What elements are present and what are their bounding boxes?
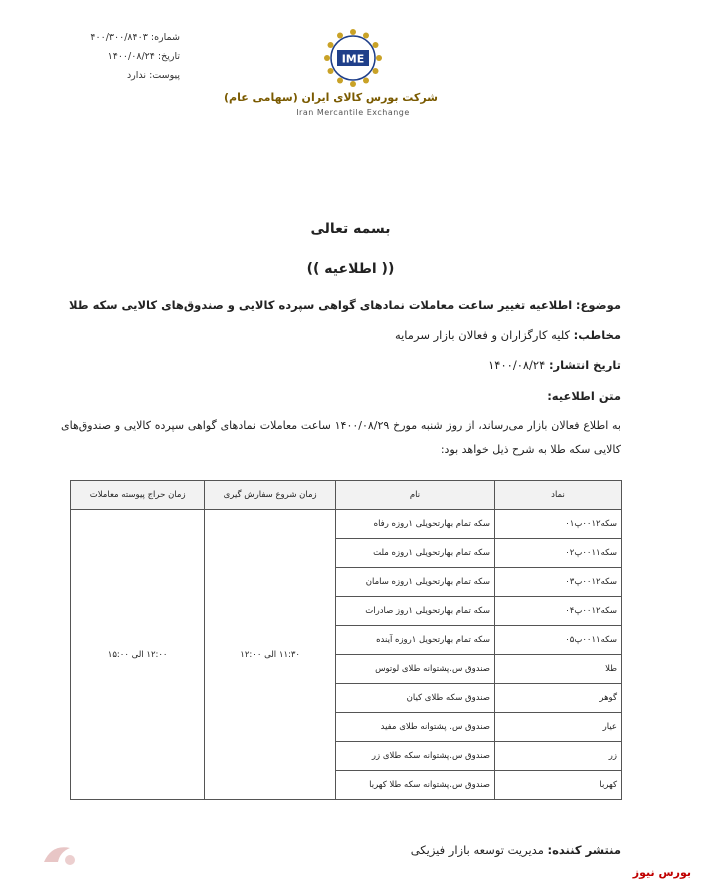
row-name: سکه تمام بهارتحویلی ۱روزه ملت [336,539,495,568]
body-label-line [547,389,621,403]
order-time-cell: ۱۱:۳۰ الی ۱۲:۰۰ [205,510,336,800]
row-symbol: سکه۰۰۱۲پ۰۱ [495,510,622,539]
document-meta [70,28,180,85]
row-symbol: سکه۰۰۱۱پ۰۵ [495,626,622,655]
publisher-label: منتشر کننده: [547,843,621,857]
ime-logo-mark [323,28,383,88]
body-label: متن اطلاعیه: [547,389,621,403]
table-row [71,510,622,539]
number-label: شماره: [150,32,180,43]
row-symbol: کهربا [495,771,622,800]
schedule-table [70,480,622,800]
header-symbol: نماد [495,481,622,510]
watermark-logo-icon [40,840,80,870]
attachment-value: ندارد [126,70,147,81]
subject-label: موضوع: [575,298,621,312]
subject-line [69,298,621,312]
bismillah-heading: بسمه تعالی [310,221,391,237]
ime-logo-text: IME [341,52,365,66]
row-symbol: عیار [495,713,622,742]
ime-logo [223,28,438,128]
number-row [70,28,180,47]
notice-heading: (( اطلاعیه )) [306,261,395,277]
number-value: ۴۰۰/۳۰۰/۸۴۰۳ [90,32,148,43]
row-symbol: زر [495,742,622,771]
header-auction-time: زمان حراج پیوسته معاملات [71,481,205,510]
row-name: صندوق س.پشتوانه سکه طلا کهربا [336,771,495,800]
header-order-time: زمان شروع سفارش گیری [205,481,336,510]
audience-label: مخاطب: [573,328,621,342]
date-value: ۱۴۰۰/۰۸/۲۴ [107,51,155,62]
date-label: تاریخ: [157,51,180,62]
row-name: صندوق س. پشتوانه طلای مفید [336,713,495,742]
body-text: به اطلاع فعالان بازار می‌رساند، از روز شنبه مورخ ۱۴۰۰/۰۸/۲۹ ساعت معاملات نمادهای گواهی سپرده کالایی و صندوق‌های کالایی سکه طلا به شرح ذیل خواهد بود: [61,419,621,456]
audience-value: کلیه کارگزاران و فعالان بازار سرمایه [394,328,570,342]
row-symbol: سکه۰۰۱۲پ۰۳ [495,568,622,597]
subject-value: اطلاعیه تغییر ساعت معاملات نمادهای گواهی سپرده کالایی و صندوق‌های کالایی سکه طلا [69,298,573,312]
row-symbol: سکه۰۰۱۱پ۰۲ [495,539,622,568]
auction-time-cell: ۱۲:۰۰ الی ۱۵:۰۰ [71,510,205,800]
publish-date-label: تاریخ انتشار: [548,358,621,372]
row-name: سکه تمام بهارتحویلی ۱روزه سامان [336,568,495,597]
row-name: صندوق سکه طلای کیان [336,684,495,713]
audience-line [395,328,621,342]
row-symbol: گوهر [495,684,622,713]
row-name: سکه تمام بهارتحویلی ۱روزه رفاه [336,510,495,539]
publisher-line [411,843,621,857]
row-name: سکه تمام بهارتحویلی ۱روز صادرات [336,597,495,626]
publisher-value: مدیریت توسعه بازار فیزیکی [410,843,544,857]
row-symbol: سکه۰۰۱۲پ۰۴ [495,597,622,626]
row-symbol: طلا [495,655,622,684]
header-name: نام [336,481,495,510]
watermark-text: بورس نیوز [632,866,691,879]
publish-date-line [488,358,621,372]
row-name: سکه تمام بهارتحویل ۱روزه آینده [336,626,495,655]
attachment-row [70,66,180,85]
table-header-row [71,481,622,510]
row-name: صندوق س.پشتوانه سکه طلای زر [336,742,495,771]
company-name-en: Iran Mercantile Exchange [296,108,410,117]
attachment-label: پیوست: [149,70,180,81]
date-row [70,47,180,66]
row-name: صندوق س.پشتوانه طلای لوتوس [336,655,495,684]
company-name-fa: شرکت بورس کالای ایران (سهامی عام) [223,91,438,104]
publish-date-value: ۱۴۰۰/۰۸/۲۴ [488,358,546,372]
